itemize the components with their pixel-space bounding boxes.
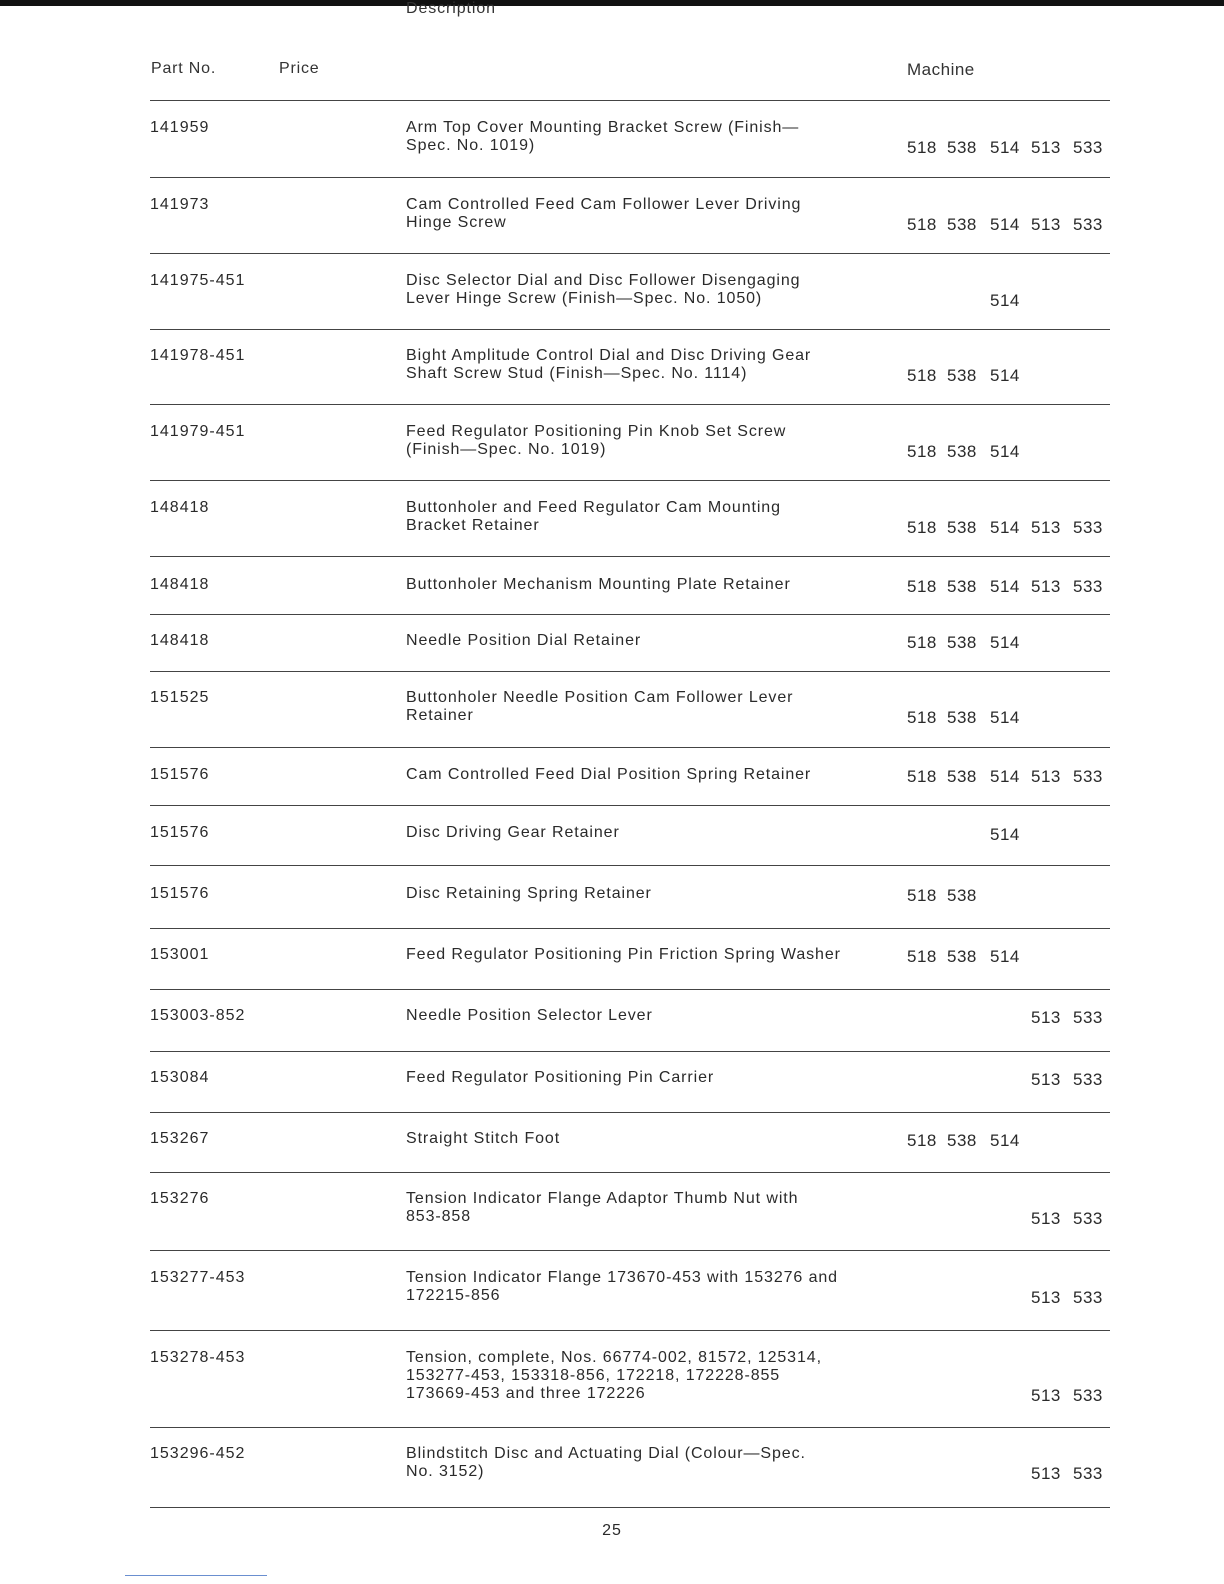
machine-model-533: 533 (1073, 1288, 1103, 1307)
machine-model-513: 513 (1031, 1386, 1061, 1405)
description-line: Feed Regulator Positioning Pin Knob Set Screw (406, 423, 787, 440)
machine-model-513: 513 (1031, 1070, 1061, 1089)
part-description (406, 1130, 886, 1148)
page-number: 25 (602, 1522, 622, 1539)
description-line: Bracket Retainer (406, 517, 540, 534)
part-description (406, 632, 886, 650)
machine-model-514: 514 (990, 518, 1020, 537)
part-description (406, 946, 886, 964)
description-line: Tension Indicator Flange 173670-453 with 153276 and (406, 1269, 838, 1286)
machine-model-514: 514 (990, 1131, 1020, 1150)
machine-model-538: 538 (947, 518, 977, 537)
part-description (406, 423, 886, 459)
row-divider (150, 100, 1110, 101)
part-number: 153277-453 (150, 1269, 246, 1286)
row-divider (150, 1507, 1110, 1508)
part-description (406, 196, 886, 232)
machine-models (907, 1386, 1112, 1406)
machine-model-518: 518 (907, 886, 937, 905)
row-divider (150, 928, 1110, 929)
part-number: 148418 (150, 576, 210, 593)
part-description (406, 885, 886, 903)
row-divider (150, 747, 1110, 748)
description-line: Buttonholer Needle Position Cam Follower Lever (406, 689, 794, 706)
description-line: Disc Selector Dial and Disc Follower Disengaging (406, 272, 801, 289)
machine-model-518: 518 (907, 577, 937, 596)
machine-model-518: 518 (907, 442, 937, 461)
machine-model-514: 514 (990, 138, 1020, 157)
description-line: Buttonholer and Feed Regulator Cam Mounting (406, 499, 781, 516)
row-divider (150, 556, 1110, 557)
bottom-rule (125, 1575, 267, 1576)
machine-model-538: 538 (947, 708, 977, 727)
machine-model-514: 514 (990, 708, 1020, 727)
part-number: 151576 (150, 766, 210, 783)
part-number: 141975-451 (150, 272, 246, 289)
machine-model-533: 533 (1073, 215, 1103, 234)
machine-model-513: 513 (1031, 577, 1061, 596)
part-description (406, 1007, 886, 1025)
machine-model-513: 513 (1031, 518, 1061, 537)
machine-model-513: 513 (1031, 138, 1061, 157)
machine-models (907, 138, 1112, 158)
machine-model-514: 514 (990, 947, 1020, 966)
machine-model-538: 538 (947, 947, 977, 966)
part-number: 151576 (150, 885, 210, 902)
machine-model-533: 533 (1073, 1008, 1103, 1027)
machine-model-533: 533 (1073, 518, 1103, 537)
row-divider (150, 480, 1110, 481)
row-divider (150, 329, 1110, 330)
machine-models (907, 518, 1112, 538)
machine-model-518: 518 (907, 1131, 937, 1150)
part-number: 148418 (150, 499, 210, 516)
part-number: 153296-452 (150, 1445, 246, 1462)
machine-model-513: 513 (1031, 1008, 1061, 1027)
machine-model-514: 514 (990, 215, 1020, 234)
part-description (406, 499, 886, 535)
description-line: Feed Regulator Positioning Pin Friction Spring Washer (406, 946, 841, 963)
machine-model-538: 538 (947, 1131, 977, 1150)
machine-models (907, 947, 1112, 967)
part-description (406, 1269, 886, 1305)
part-description (406, 119, 886, 155)
row-divider (150, 253, 1110, 254)
machine-models (907, 577, 1112, 597)
machine-models (907, 1464, 1112, 1484)
row-divider (150, 1051, 1110, 1052)
row-divider (150, 865, 1110, 866)
description-line: Straight Stitch Foot (406, 1130, 561, 1147)
machine-model-514: 514 (990, 291, 1020, 310)
machine-model-533: 533 (1073, 1386, 1103, 1405)
machine-model-518: 518 (907, 767, 937, 786)
machine-model-514: 514 (990, 825, 1020, 844)
row-divider (150, 177, 1110, 178)
header-description: Description (406, 0, 496, 17)
row-divider (150, 1250, 1110, 1251)
machine-model-518: 518 (907, 708, 937, 727)
machine-model-538: 538 (947, 138, 977, 157)
row-divider (150, 671, 1110, 672)
machine-model-533: 533 (1073, 1464, 1103, 1483)
description-line: 153277-453, 153318-856, 172218, 172228-855 (406, 1367, 781, 1384)
part-description (406, 1349, 886, 1403)
header-part-no: Part No. (151, 60, 217, 77)
machine-model-518: 518 (907, 633, 937, 652)
machine-models (907, 1008, 1112, 1028)
machine-model-514: 514 (990, 633, 1020, 652)
part-number: 141978-451 (150, 347, 246, 364)
machine-model-538: 538 (947, 633, 977, 652)
part-description (406, 272, 886, 308)
header-price: Price (279, 60, 320, 77)
machine-model-538: 538 (947, 886, 977, 905)
machine-model-533: 533 (1073, 767, 1103, 786)
machine-models (907, 767, 1112, 787)
description-line: Disc Driving Gear Retainer (406, 824, 620, 841)
description-line: Blindstitch Disc and Actuating Dial (Colour—Spec. (406, 1445, 806, 1462)
description-line: 173669-453 and three 172226 (406, 1385, 646, 1402)
part-number: 153278-453 (150, 1349, 246, 1366)
description-line: (Finish—Spec. No. 1019) (406, 441, 607, 458)
part-number: 141979-451 (150, 423, 246, 440)
row-divider (150, 989, 1110, 990)
part-number: 153276 (150, 1190, 210, 1207)
description-line: Bight Amplitude Control Dial and Disc Driving Gear (406, 347, 812, 364)
machine-models (907, 1131, 1112, 1151)
part-number: 151525 (150, 689, 210, 706)
row-divider (150, 1330, 1110, 1331)
machine-model-514: 514 (990, 577, 1020, 596)
description-line: Cam Controlled Feed Cam Follower Lever Driving (406, 196, 802, 213)
machine-model-518: 518 (907, 947, 937, 966)
description-line: Lever Hinge Screw (Finish—Spec. No. 1050) (406, 290, 763, 307)
row-divider (150, 805, 1110, 806)
description-line: Tension Indicator Flange Adaptor Thumb Nut with (406, 1190, 799, 1207)
description-line: No. 3152) (406, 1463, 485, 1480)
row-divider (150, 404, 1110, 405)
machine-model-518: 518 (907, 138, 937, 157)
description-line: 853-858 (406, 1208, 472, 1225)
description-line: Feed Regulator Positioning Pin Carrier (406, 1069, 715, 1086)
part-number: 151576 (150, 824, 210, 841)
description-line: Disc Retaining Spring Retainer (406, 885, 652, 902)
machine-models (907, 886, 1112, 906)
description-line: Needle Position Dial Retainer (406, 632, 642, 649)
machine-models (907, 633, 1112, 653)
machine-models (907, 825, 1112, 845)
description-line: Cam Controlled Feed Dial Position Spring Retainer (406, 766, 812, 783)
machine-model-513: 513 (1031, 767, 1061, 786)
part-description (406, 1190, 886, 1226)
row-divider (150, 1172, 1110, 1173)
part-number: 153001 (150, 946, 210, 963)
machine-model-513: 513 (1031, 1209, 1061, 1228)
machine-model-538: 538 (947, 366, 977, 385)
machine-model-513: 513 (1031, 1288, 1061, 1307)
machine-models (907, 291, 1112, 311)
machine-models (907, 366, 1112, 386)
machine-model-538: 538 (947, 442, 977, 461)
machine-models (907, 1209, 1112, 1229)
description-line: Retainer (406, 707, 474, 724)
machine-models (907, 708, 1112, 728)
part-description (406, 576, 886, 594)
description-line: Arm Top Cover Mounting Bracket Screw (Finish— (406, 119, 800, 136)
part-number: 153267 (150, 1130, 210, 1147)
machine-model-514: 514 (990, 442, 1020, 461)
machine-model-538: 538 (947, 767, 977, 786)
row-divider (150, 1112, 1110, 1113)
description-line: Tension, complete, Nos. 66774-002, 81572, 125314, (406, 1349, 822, 1366)
machine-models (907, 442, 1112, 462)
part-description (406, 347, 886, 383)
machine-model-518: 518 (907, 366, 937, 385)
machine-model-538: 538 (947, 577, 977, 596)
machine-models (907, 1070, 1112, 1090)
description-line: Needle Position Selector Lever (406, 1007, 653, 1024)
part-description (406, 766, 886, 784)
part-number: 148418 (150, 632, 210, 649)
part-description (406, 689, 886, 725)
machine-model-514: 514 (990, 366, 1020, 385)
machine-model-518: 518 (907, 215, 937, 234)
part-description (406, 824, 886, 842)
part-number: 153003-852 (150, 1007, 246, 1024)
machine-models (907, 215, 1112, 235)
description-line: Spec. No. 1019) (406, 137, 536, 154)
description-line: Buttonholer Mechanism Mounting Plate Retainer (406, 576, 791, 593)
machine-model-538: 538 (947, 215, 977, 234)
machine-model-533: 533 (1073, 577, 1103, 596)
machine-model-513: 513 (1031, 1464, 1061, 1483)
part-description (406, 1445, 886, 1481)
description-line: Shaft Screw Stud (Finish—Spec. No. 1114) (406, 365, 748, 382)
machine-model-533: 533 (1073, 1070, 1103, 1089)
machine-model-533: 533 (1073, 138, 1103, 157)
part-number: 141973 (150, 196, 210, 213)
machine-model-518: 518 (907, 518, 937, 537)
machine-model-533: 533 (1073, 1209, 1103, 1228)
row-divider (150, 1427, 1110, 1428)
part-number: 153084 (150, 1069, 210, 1086)
machine-model-514: 514 (990, 767, 1020, 786)
description-line: 172215-856 (406, 1287, 501, 1304)
part-description (406, 1069, 886, 1087)
part-number: 141959 (150, 119, 210, 136)
row-divider (150, 614, 1110, 615)
machine-models (907, 1288, 1112, 1308)
description-line: Hinge Screw (406, 214, 507, 231)
machine-model-513: 513 (1031, 215, 1061, 234)
header-machine: Machine (907, 60, 975, 79)
